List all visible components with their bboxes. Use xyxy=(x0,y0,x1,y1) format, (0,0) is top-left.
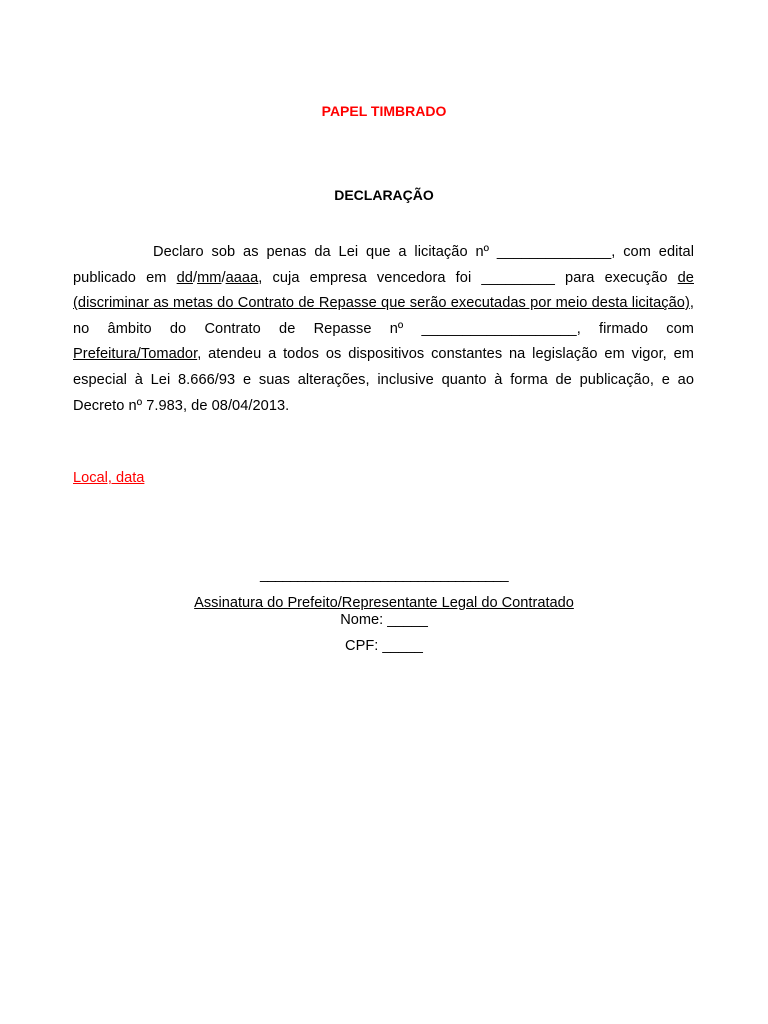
cpf-field: CPF: _____ xyxy=(345,638,423,654)
signature-line: _________________________________ xyxy=(259,567,509,583)
body-segment-1: Declaro sob as penas da Lei que a licitação nº ______________, com edital publicado em xyxy=(73,244,694,286)
signature-label: Assinatura do Prefeito/Representante Legal do Contratado xyxy=(194,595,574,611)
date-day-placeholder: dd xyxy=(176,269,193,286)
prefeitura-placeholder: Prefeitura/Tomador xyxy=(73,346,198,363)
name-field: Nome: _____ xyxy=(340,612,428,628)
letterhead-placeholder: PAPEL TIMBRADO xyxy=(321,103,447,119)
body-segment-2: , cuja empresa vencedora foi _________ para execução xyxy=(258,269,678,286)
date-separator-1: / xyxy=(192,269,198,286)
date-month-placeholder: mm xyxy=(197,269,222,286)
date-separator-2: / xyxy=(221,269,226,286)
document-title: DECLARAÇÃO xyxy=(334,187,434,203)
body-segment-3: , no âmbito do Contrato de Repasse nº ___________________, firmado com xyxy=(73,295,694,337)
body-segment-4: , atendeu a todos os dispositivos constantes na legislação em vigor, em especial à Lei 8.666/93 e suas alterações, inclusive quanto à forma de publicação, e ao Decreto nº 7.983, de 08/04/2013. xyxy=(73,346,694,414)
date-year-placeholder: aaaa xyxy=(225,269,259,286)
declaration-paragraph xyxy=(73,240,694,419)
metas-placeholder: de (discriminar as metas do Contrato de Repasse que serão executadas por meio desta licitação) xyxy=(73,269,694,312)
local-date-placeholder: Local, data xyxy=(73,470,145,486)
